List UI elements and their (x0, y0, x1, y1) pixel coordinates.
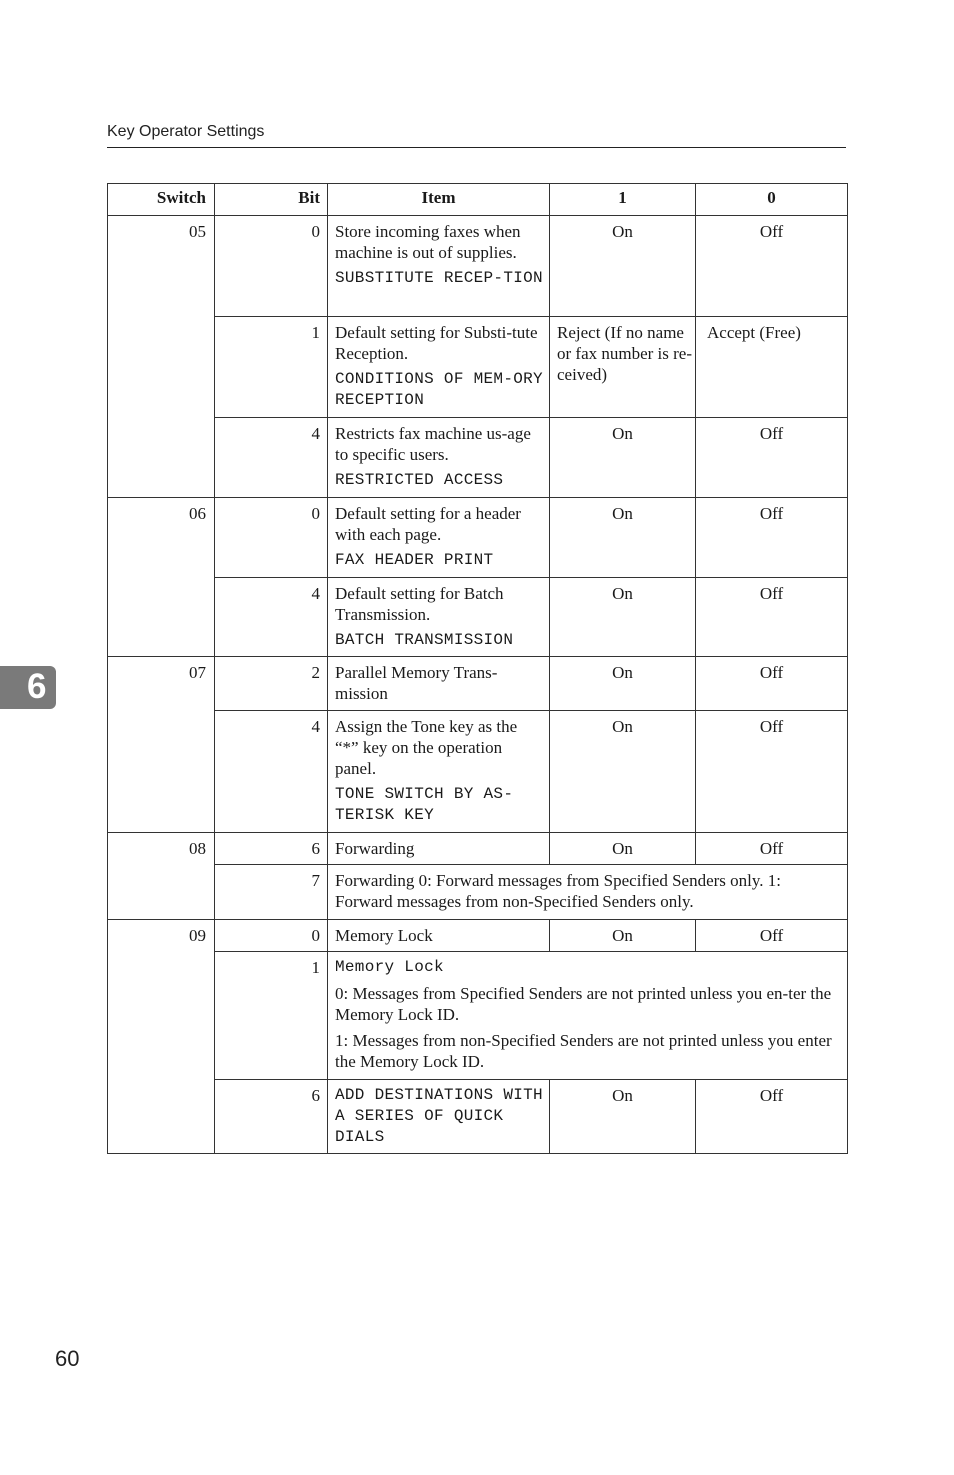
item-cell (328, 920, 550, 952)
item-cell (328, 578, 550, 657)
item-description: Store incoming faxes when machine is out of supplies. (335, 222, 521, 262)
item-cell (328, 833, 550, 865)
table-row (108, 711, 848, 833)
item-setting-name: FAX HEADER PRINT (335, 551, 494, 569)
table-row (108, 498, 848, 578)
switch-cell: 09 (108, 920, 215, 1154)
switch-cell: 06 (108, 498, 215, 657)
table-row (108, 920, 848, 952)
item-cell (328, 317, 550, 418)
bit-cell: 0 (215, 920, 328, 952)
col-header-switch: Switch (108, 184, 215, 216)
value-0-cell: Accept (Free) (696, 317, 848, 418)
item-description: Memory Lock (335, 926, 433, 945)
switch-cell: 08 (108, 833, 215, 920)
switch-cell: 05 (108, 216, 215, 498)
chapter-tab (0, 666, 56, 709)
item-setting-name: ADD DESTINATIONS WITH A SERIES OF QUICK DIALS (335, 1086, 543, 1146)
chapter-number: 6 (27, 667, 47, 706)
bit-cell: 7 (215, 865, 328, 920)
value-0-cell: Off (696, 1080, 848, 1154)
item-description: Default setting for a header with each page. (335, 504, 521, 544)
item-setting-name: SUBSTITUTE RECEP-TION (335, 269, 543, 287)
col-header-bit: Bit (215, 184, 328, 216)
value-0-cell: Off (696, 657, 848, 711)
value-1-cell: On (550, 711, 696, 833)
bit-cell: 0 (215, 216, 328, 317)
table-header-row (108, 184, 848, 216)
value-1-cell: On (550, 657, 696, 711)
bit-cell: 4 (215, 578, 328, 657)
bit-cell: 1 (215, 317, 328, 418)
bit-cell: 6 (215, 833, 328, 865)
value-1-cell: On (550, 920, 696, 952)
table-row (108, 952, 848, 1080)
item-description: Restricts fax machine us-age to specific users. (335, 424, 531, 464)
value-1-cell: On (550, 833, 696, 865)
item-description-1: 1: Messages from non-Specified Senders are not printed unless you enter the Memory Lock ID. (335, 1031, 832, 1071)
bit-cell: 2 (215, 657, 328, 711)
table-row (108, 418, 848, 498)
bit-cell: 4 (215, 418, 328, 498)
value-1-cell: On (550, 418, 696, 498)
item-cell (328, 657, 550, 711)
item-cell (328, 216, 550, 317)
value-0-cell: Off (696, 418, 848, 498)
value-1-cell: On (550, 1080, 696, 1154)
value-0-cell: Off (696, 498, 848, 578)
item-cell (328, 498, 550, 578)
switch-cell: 07 (108, 657, 215, 833)
item-description: Parallel Memory Trans-mission (335, 663, 498, 703)
table-row (108, 865, 848, 920)
bit-cell: 6 (215, 1080, 328, 1154)
table-row (108, 317, 848, 418)
item-description: Assign the Tone key as the “*” key on the operation panel. (335, 717, 518, 778)
col-header-1: 1 (550, 184, 696, 216)
item-description: Forwarding (335, 839, 415, 858)
value-1-cell: On (550, 578, 696, 657)
bit-cell: 1 (215, 952, 328, 1080)
col-header-0: 0 (696, 184, 848, 216)
item-setting-name: RESTRICTED ACCESS (335, 471, 504, 489)
value-1-cell: On (550, 216, 696, 317)
item-setting-name: CONDITIONS OF MEM-ORY RECEPTION (335, 370, 543, 409)
switch-settings-table (107, 183, 848, 1154)
item-description-0: 0: Messages from Specified Senders are not printed unless you en-ter the Memory Lock ID. (335, 984, 832, 1024)
item-cell (328, 711, 550, 833)
header-rule (107, 147, 846, 148)
value-0-cell: Off (696, 578, 848, 657)
table-row (108, 833, 848, 865)
col-header-item: Item (328, 184, 550, 216)
value-0-cell: Off (696, 216, 848, 317)
running-header-title: Key Operator Settings (107, 123, 265, 140)
item-setting-name: TONE SWITCH BY AS-TERISK KEY (335, 785, 514, 824)
table-row (108, 1080, 848, 1154)
value-1-cell: On (550, 498, 696, 578)
bit-cell: 4 (215, 711, 328, 833)
item-description: Default setting for Batch Transmission. (335, 584, 504, 624)
table-row (108, 657, 848, 711)
item-cell-spanning (328, 865, 848, 920)
value-0-cell: Off (696, 711, 848, 833)
page-number: 60 (55, 1346, 80, 1371)
table-row (108, 216, 848, 317)
bit-cell: 0 (215, 498, 328, 578)
item-description: Forwarding 0: Forward messages from Specified Senders only. 1: Forward messages from non-Specified Senders only. (335, 871, 782, 911)
item-cell (328, 418, 550, 498)
value-0-cell: Off (696, 833, 848, 865)
item-cell (328, 1080, 550, 1154)
item-setting-name: Memory Lock (335, 958, 444, 976)
item-description: Default setting for Substi-tute Reception. (335, 323, 538, 363)
item-cell-spanning (328, 952, 848, 1080)
value-1-cell: Reject (If no name or fax number is re-ceived) (550, 317, 696, 418)
table-row (108, 578, 848, 657)
value-0-cell: Off (696, 920, 848, 952)
item-setting-name: BATCH TRANSMISSION (335, 631, 514, 649)
